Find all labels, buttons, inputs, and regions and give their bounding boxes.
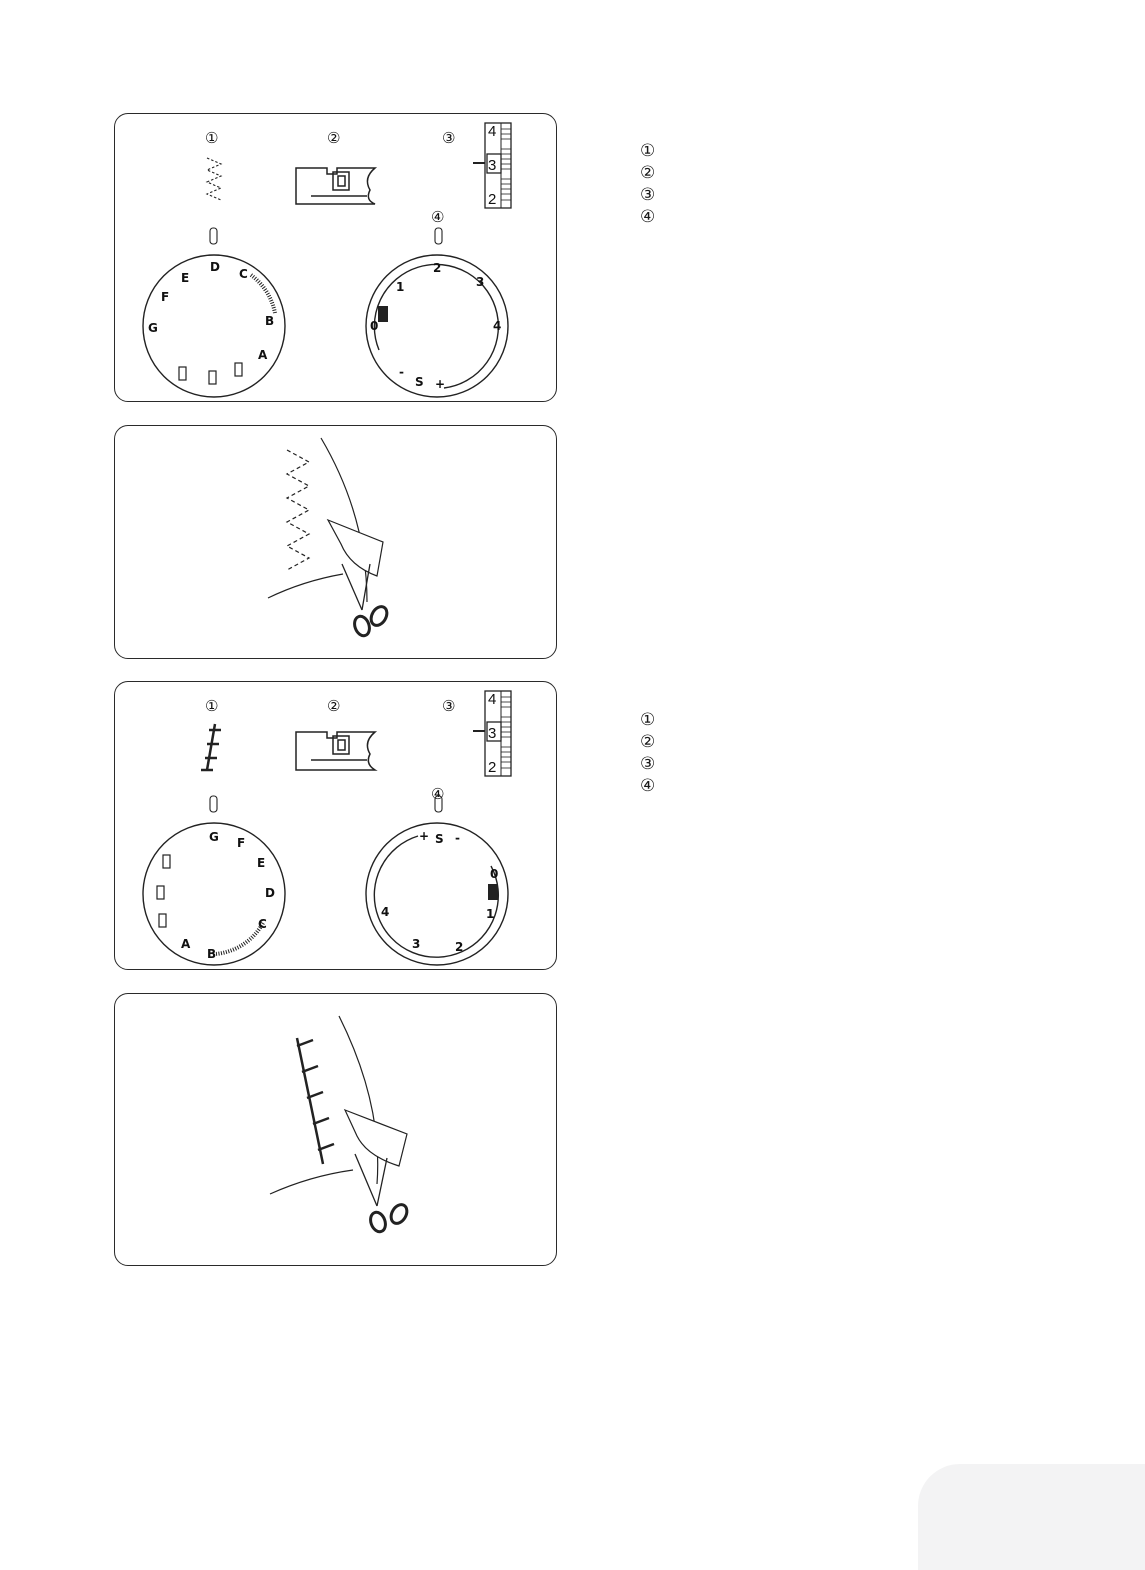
stitch-length-dial xyxy=(366,796,508,965)
length-label-plus: + xyxy=(435,377,446,391)
callout-1: ① xyxy=(205,129,219,147)
stretch-range-mark xyxy=(488,884,498,900)
dial-letter-g: G xyxy=(209,830,219,844)
fabric-hem xyxy=(270,1170,353,1194)
fabric-hem xyxy=(268,574,343,598)
callout-4: ④ xyxy=(431,208,445,226)
settings-panel-overcast xyxy=(114,681,557,970)
legend-list-1 xyxy=(640,140,655,228)
tension-value-3: 3 xyxy=(488,157,497,174)
trimming-illustration-overcast xyxy=(114,993,557,1266)
tension-value-3: 3 xyxy=(488,725,497,742)
dial-letter-a: A xyxy=(181,937,191,951)
callout-1: ① xyxy=(205,697,219,715)
legend-item-3: ③ xyxy=(640,185,656,205)
length-label-s: S xyxy=(435,832,444,846)
length-label-s: S xyxy=(415,375,424,389)
callout-2: ② xyxy=(327,129,341,147)
thread-tension-scale xyxy=(473,691,511,776)
dial-letter-e: E xyxy=(257,856,266,870)
dial-letter-d: D xyxy=(265,886,275,900)
callout-3: ③ xyxy=(442,129,456,147)
length-label-minus: - xyxy=(399,365,404,379)
zigzag-stitch-icon xyxy=(207,158,221,200)
page-corner-tab xyxy=(918,1464,1145,1570)
callout-2: ② xyxy=(327,697,341,715)
tension-value-4: 4 xyxy=(488,691,497,708)
dial-letter-b: B xyxy=(207,947,217,961)
length-label-3: 3 xyxy=(476,275,485,289)
overcast-stitch-icon xyxy=(201,724,221,770)
legend-item-3: ③ xyxy=(640,754,656,774)
dial-letter-c: C xyxy=(239,267,248,281)
length-label-2: 2 xyxy=(455,940,464,954)
cut-flap xyxy=(328,520,383,576)
tension-value-4: 4 xyxy=(488,123,497,140)
length-label-3: 3 xyxy=(412,937,421,951)
dial-letter-d: D xyxy=(210,260,220,274)
legend-item-1: ① xyxy=(640,141,656,161)
presser-foot-icon xyxy=(296,168,375,204)
length-label-minus: - xyxy=(455,831,460,845)
stretch-range-mark xyxy=(378,306,388,322)
callout-4: ④ xyxy=(431,785,445,803)
legend-item-2: ② xyxy=(640,163,656,183)
dial-letter-a: A xyxy=(258,348,268,362)
dial-letter-e: E xyxy=(181,271,190,285)
legend-item-4: ④ xyxy=(640,207,656,227)
length-label-4: 4 xyxy=(493,319,502,333)
length-label-0: 0 xyxy=(370,319,379,333)
overcast-seam xyxy=(297,1038,334,1164)
tension-value-2: 2 xyxy=(488,759,497,776)
settings-panel-zigzag xyxy=(114,113,557,402)
presser-foot-icon xyxy=(296,732,375,770)
length-label-plus: + xyxy=(419,829,430,843)
thread-tension-scale xyxy=(473,123,511,208)
dial-letter-f: F xyxy=(161,290,170,304)
stitch-length-dial xyxy=(366,228,508,397)
fabric-edge xyxy=(339,1016,378,1184)
dial-letter-c: C xyxy=(258,917,267,931)
length-label-2: 2 xyxy=(433,261,442,275)
length-label-4: 4 xyxy=(381,905,390,919)
buttonhole-icons xyxy=(157,855,170,927)
pattern-selector-dial xyxy=(143,228,285,397)
length-label-1: 1 xyxy=(396,280,405,294)
legend-list-2 xyxy=(640,709,655,797)
legend-item-4: ④ xyxy=(640,776,656,796)
dial-letter-g: G xyxy=(148,321,158,335)
pattern-selector-dial xyxy=(143,796,285,965)
trimming-illustration-zigzag xyxy=(114,425,557,659)
tension-value-2: 2 xyxy=(488,191,497,208)
legend-item-2: ② xyxy=(640,732,656,752)
cut-flap xyxy=(345,1110,407,1166)
length-label-0: 0 xyxy=(490,867,499,881)
buttonhole-icons xyxy=(179,363,242,384)
scissors-icon xyxy=(355,1154,410,1234)
zigzag-seam xyxy=(287,450,309,570)
legend-item-1: ① xyxy=(640,710,656,730)
dial-letter-b: B xyxy=(265,314,275,328)
callout-3: ③ xyxy=(442,697,456,715)
length-label-1: 1 xyxy=(486,907,495,921)
dial-letter-f: F xyxy=(237,836,246,850)
